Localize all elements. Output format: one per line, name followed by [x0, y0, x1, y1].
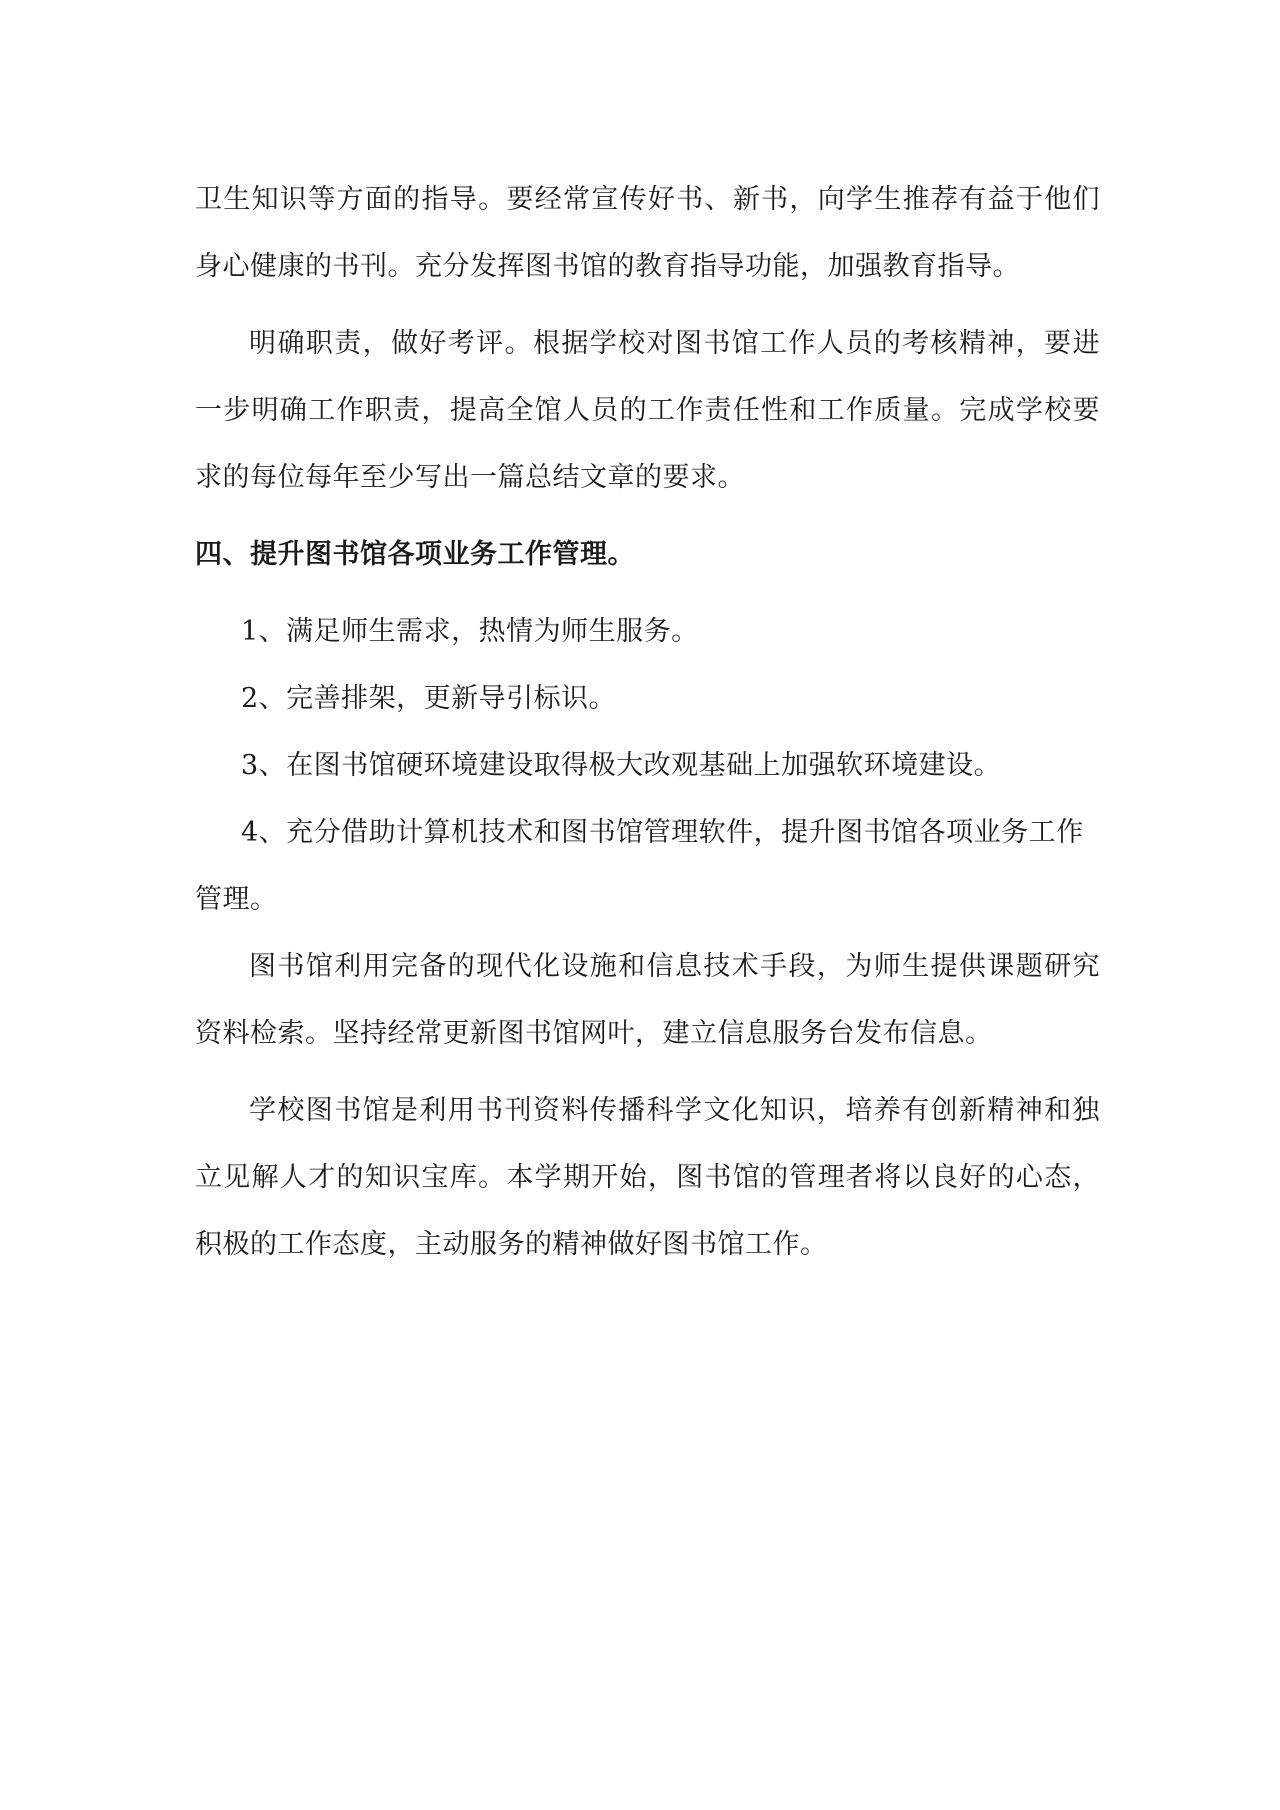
list-item-1: 1、满足师生需求，热情为师生服务。	[241, 616, 699, 647]
paragraph-responsibilities: 明确职责，做好考评。根据学校对图书馆工作人员的考核精神，要进一步明确工作职责，提高全馆人员的工作责任性和工作质量。完成学校要求的每位每年至少写出一篇总结文章的要求。	[195, 328, 1100, 493]
section-heading-4: 四、提升图书馆各项业务工作管理。	[195, 539, 635, 570]
list-item-2: 2、完善排架，更新导引标识。	[241, 683, 617, 714]
document-body	[195, 166, 1100, 1288]
list-item-3: 3、在图书馆硬环境建设取得极大改观基础上加强软环境建设。	[241, 750, 1002, 781]
paragraph-continuation: 卫生知识等方面的指导。要经常宣传好书、新书，向学生推荐有益于他们身心健康的书刊。充分发挥图书馆的教育指导功能，加强教育指导。	[195, 184, 1100, 282]
list-item-4: 4、充分借助计算机技术和图书馆管理软件，提升图书馆各项业务工作管理。	[195, 817, 1084, 915]
paragraph-conclusion: 学校图书馆是利用书刊资料传播科学文化知识，培养有创新精神和独立见解人才的知识宝库。本学期开始，图书馆的管理者将以良好的心态，积极的工作态度，主动服务的精神做好图书馆工作。	[195, 1095, 1100, 1260]
paragraph-info-services: 图书馆利用完备的现代化设施和信息技术手段，为师生提供课题研究资料检索。坚持经常更新图书馆网叶，建立信息服务台发布信息。	[195, 951, 1100, 1049]
